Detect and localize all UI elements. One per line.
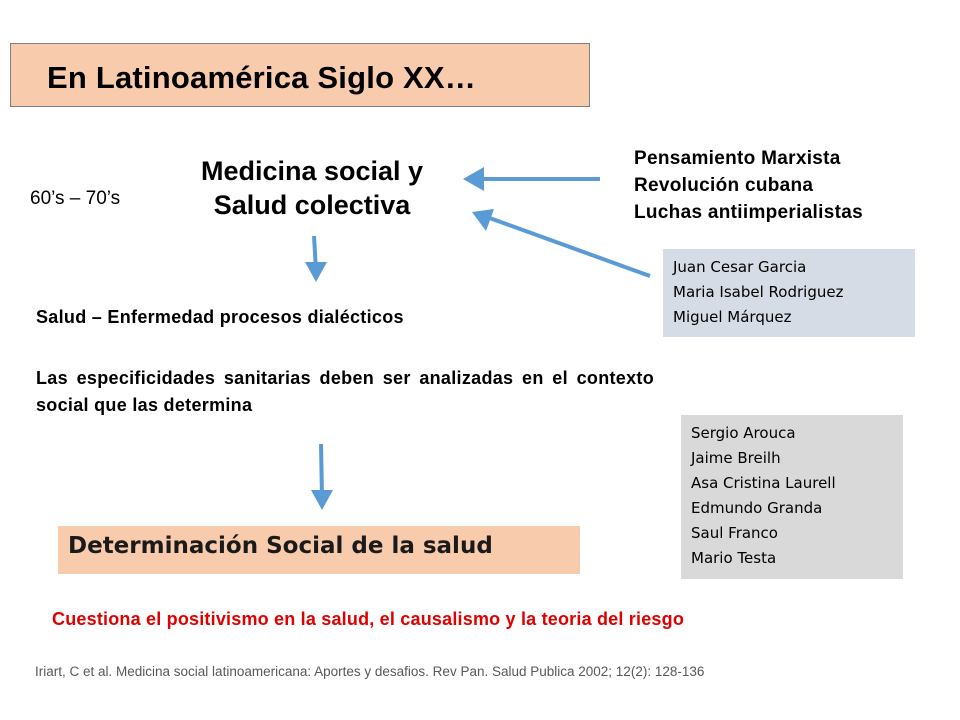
slide-title: En Latinoamérica Siglo XX… [47, 60, 476, 95]
author-name: Juan Cesar Garcia [673, 258, 807, 276]
author-name: Mario Testa [691, 549, 777, 567]
process-text: Salud – Enfermedad procesos dialécticos [36, 307, 404, 327]
influence-item: Pensamiento Marxista [634, 148, 841, 169]
author-name: Saul Franco [691, 524, 778, 542]
author-name: Jaime Breilh [691, 449, 781, 467]
author-name: Asa Cristina Laurell [691, 474, 836, 492]
center-concept-line2: Salud colectiva [213, 190, 411, 220]
specificity-text: Las especificidades sanitarias deben ser analizadas en el contexto social que las determina [36, 368, 654, 415]
author-name: Maria Isabel Rodriguez [673, 283, 844, 301]
arrow-influences-head [463, 167, 484, 191]
author-name: Edmundo Granda [691, 499, 823, 517]
arrow-spec-down-head [311, 490, 333, 510]
center-concept-line1: Medicina social y [200, 156, 424, 186]
influence-item: Revolución cubana [634, 175, 814, 196]
determination-text: Determinación Social de la salud [68, 533, 493, 559]
author-name: Sergio Arouca [691, 424, 796, 442]
author-name: Miguel Márquez [673, 308, 792, 326]
arrow-spec-down [321, 444, 322, 497]
influence-item: Luchas antiimperialistas [634, 202, 863, 223]
arrow-center-down-head [305, 262, 327, 282]
period-label: 60’s – 70’s [30, 188, 121, 209]
critique-text: Cuestiona el positivismo en la salud, el causalismo y la teoria del riesgo [52, 609, 685, 629]
arrow-authors-to-center [484, 216, 650, 276]
citation-text: Iriart, C et al. Medicina social latinoamericana: Aportes y desafios. Rev Pan. Salud Publica 2002; 12(2): 128-136 [35, 664, 705, 679]
